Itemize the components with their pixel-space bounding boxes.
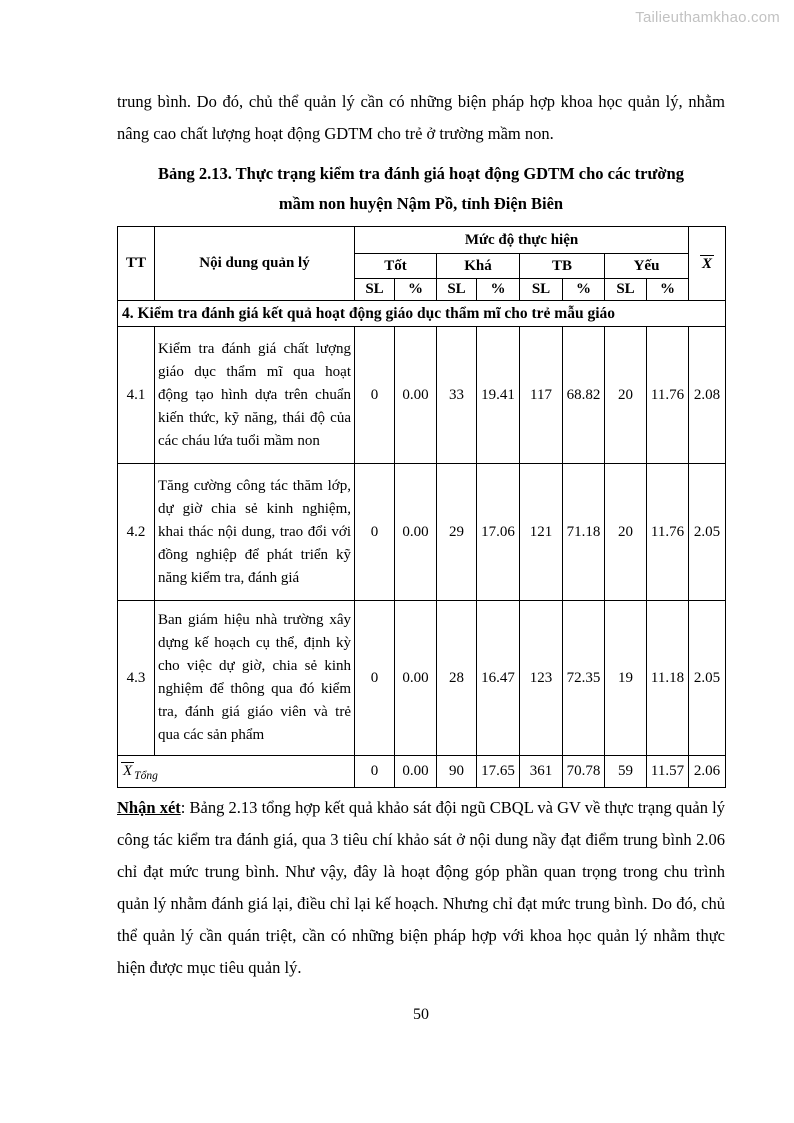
header-cell-level-kha: Khá [437, 254, 520, 279]
value-cell: 0 [355, 464, 395, 601]
comment-text: : Bảng 2.13 tổng hợp kết quả khảo sát đội ngũ CBQL và GV về thực trạng quản lý công tác kiểm tra đánh giá, qua 3 tiêu chí khảo sát ở nội dung nầy đạt điểm trung bình 2.06 chỉ đạt mức trung bình. Như vậy, đây là hoạt động góp phần quan trọng trong chu trình quản lý nhằm đánh giá lại, điều chỉ lại kế hoạch. Nhưng chỉ đạt mức trung bình. Do đó, chủ thể quản lý cần quán triệt, cần có những biện pháp hợp với khoa học quản lý nhằm thực hiện được mục tiêu quản lý. [117, 798, 725, 977]
table-title [117, 159, 725, 219]
row-tt: 4.2 [118, 464, 155, 601]
value-cell: 33 [437, 327, 477, 464]
value-cell: 16.47 [477, 601, 520, 756]
header-cell-sl: SL [605, 279, 647, 301]
value-cell: 11.76 [647, 327, 689, 464]
value-cell: 72.35 [563, 601, 605, 756]
table-title-line2: mầm non huyện Nậm Pồ, tỉnh Điện Biên [278, 194, 564, 213]
row-tt: 4.3 [118, 601, 155, 756]
value-cell: 19.41 [477, 327, 520, 464]
total-value-cell: 90 [437, 756, 477, 788]
value-cell: 11.18 [647, 601, 689, 756]
header-cell-pct: % [395, 279, 437, 301]
value-cell: 0.00 [395, 464, 437, 601]
table-row-4-1 [118, 327, 726, 464]
value-cell: 0 [355, 327, 395, 464]
header-cell-level-tot: Tốt [355, 254, 437, 279]
table-title-line1: Bảng 2.13. Thực trạng kiểm tra đánh giá hoạt động GDTM cho các trường [158, 164, 684, 183]
header-cell-pct: % [647, 279, 689, 301]
header-cell-content: Nội dung quản lý [155, 227, 355, 301]
header-cell-sl: SL [437, 279, 477, 301]
total-row-label [118, 756, 355, 788]
x-bar-symbol: X [123, 762, 133, 779]
total-value-cell: 361 [520, 756, 563, 788]
header-cell-sl: SL [520, 279, 563, 301]
total-value-cell: 59 [605, 756, 647, 788]
value-cell: 17.06 [477, 464, 520, 601]
header-cell-pct: % [477, 279, 520, 301]
total-value-cell: 0 [355, 756, 395, 788]
value-cell: 11.76 [647, 464, 689, 601]
intro-paragraph: trung bình. Do đó, chủ thể quản lý cần có những biện pháp hợp khoa học quản lý, nhằm nâng cao chất lượng hoạt động GDTM cho trẻ ở trường mầm non. [117, 92, 725, 143]
total-value-cell: 2.06 [689, 756, 726, 788]
table-row-total [118, 756, 726, 788]
value-cell: 0 [355, 601, 395, 756]
header-cell-sl: SL [355, 279, 395, 301]
x-bar-symbol: X [702, 255, 713, 272]
value-cell: 2.05 [689, 464, 726, 601]
header-cell-mean [689, 227, 726, 301]
comment-label: Nhận xét [117, 798, 181, 817]
value-cell: 71.18 [563, 464, 605, 601]
page-content [117, 0, 725, 1024]
survey-table [117, 226, 726, 788]
total-value-cell: 70.78 [563, 756, 605, 788]
header-cell-pct: % [563, 279, 605, 301]
value-cell: 0.00 [395, 327, 437, 464]
row-content: Kiểm tra đánh giá chất lượng giáo dục thẩm mĩ qua hoạt động tạo hình dựa trên chuẩn kiến thức, kỹ năng, thái độ của các cháu lứa tuổi mầm non [155, 327, 355, 464]
value-cell: 68.82 [563, 327, 605, 464]
total-value-cell: 0.00 [395, 756, 437, 788]
row-content: Tăng cường công tác thăm lớp, dự giờ chia sẻ kinh nghiệm, khai thác nội dung, trao đổi với đồng nghiệp để phát triển kỹ năng kiểm tra, đánh giá [155, 464, 355, 601]
header-row-group [118, 227, 726, 254]
value-cell: 117 [520, 327, 563, 464]
header-cell-level-yeu: Yếu [605, 254, 689, 279]
value-cell: 2.08 [689, 327, 726, 464]
row-content: Ban giám hiệu nhà trường xây dựng kế hoạch cụ thể, định kỳ cho việc dự giờ, chia sẻ kinh nghiệm để thông qua đó kiểm tra, đánh giá giáo viên và trẻ qua các sản phẩm [155, 601, 355, 756]
header-cell-level-tb: TB [520, 254, 605, 279]
row-tt: 4.1 [118, 327, 155, 464]
table-row-4-2 [118, 464, 726, 601]
total-value-cell: 11.57 [647, 756, 689, 788]
value-cell: 2.05 [689, 601, 726, 756]
section-row-label: 4. Kiểm tra đánh giá kết quả hoạt động giáo dục thẩm mĩ cho trẻ mẫu giáo [118, 301, 726, 327]
comment-paragraph [117, 792, 725, 984]
value-cell: 20 [605, 464, 647, 601]
header-cell-tt: TT [118, 227, 155, 301]
page-number: 50 [413, 1006, 429, 1023]
header-cell-levels-group: Mức độ thực hiện [355, 227, 689, 254]
total-value-cell: 17.65 [477, 756, 520, 788]
total-subscript: Tổng [134, 769, 158, 782]
section-row [118, 301, 726, 327]
value-cell: 19 [605, 601, 647, 756]
value-cell: 121 [520, 464, 563, 601]
value-cell: 29 [437, 464, 477, 601]
value-cell: 28 [437, 601, 477, 756]
value-cell: 123 [520, 601, 563, 756]
watermark: Tailieuthamkhao.com [635, 9, 780, 26]
table-row-4-3 [118, 601, 726, 756]
value-cell: 0.00 [395, 601, 437, 756]
value-cell: 20 [605, 327, 647, 464]
